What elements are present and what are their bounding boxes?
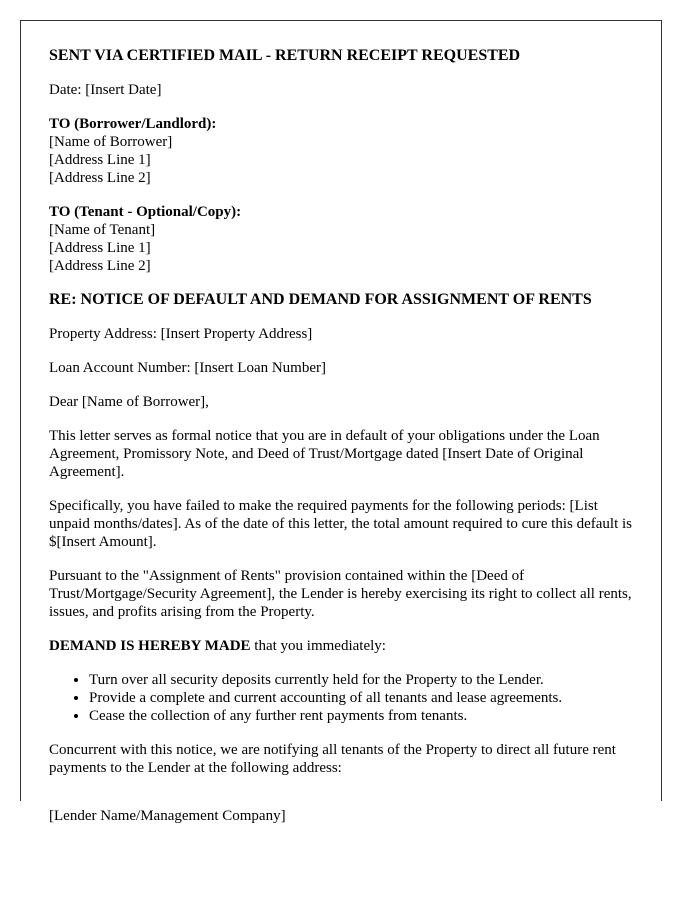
borrower-name: [Name of Borrower] xyxy=(49,134,173,150)
borrower-address-2: [Address Line 2] xyxy=(49,170,151,186)
re-line: RE: NOTICE OF DEFAULT AND DEMAND FOR ASSIGNMENT OF RENTS xyxy=(49,291,592,308)
property-address: Property Address: [Insert Property Address] xyxy=(49,326,313,342)
demand-statement xyxy=(49,637,633,655)
unpaid-amount-paragraph: Specifically, you have failed to make the required payments for the following periods: [List unpaid months/dates]. As of the date of this letter, the total amount required to cure this default is $[Insert Amount]. xyxy=(49,498,633,550)
concurrent-notice-paragraph: Concurrent with this notice, we are notifying all tenants of the Property to direct all future rent payments to the Lender at the following address: xyxy=(49,742,616,776)
sent-via-heading: SENT VIA CERTIFIED MAIL - RETURN RECEIPT REQUESTED xyxy=(49,47,521,64)
borrower-address-1: [Address Line 1] xyxy=(49,152,151,168)
demand-rest: that you immediately: xyxy=(250,638,386,654)
salutation: Dear [Name of Borrower], xyxy=(49,394,209,410)
tenant-address-1: [Address Line 1] xyxy=(49,240,151,256)
to-borrower-label: TO (Borrower/Landlord): xyxy=(49,116,217,132)
to-tenant-block xyxy=(49,203,633,275)
loan-account-number: Loan Account Number: [Insert Loan Number] xyxy=(49,360,326,376)
to-tenant-label: TO (Tenant - Optional/Copy): xyxy=(49,204,242,220)
tenant-name: [Name of Tenant] xyxy=(49,222,156,238)
demand-item: • Provide a complete and current accounting of all tenants and lease agreements. xyxy=(89,689,633,707)
assignment-of-rents-paragraph: Pursuant to the "Assignment of Rents" provision contained within the [Deed of Trust/Mortgage/Security Agreement], the Lender is hereby exercising its right to collect all rents, issues, and profits arising from the Property. xyxy=(49,568,632,620)
lender-name-line: [Lender Name/Management Company] xyxy=(49,808,286,824)
demand-item: • Turn over all security deposits currently held for the Property to the Lender. xyxy=(89,671,633,689)
demand-bold-lead: DEMAND IS HEREBY MADE xyxy=(49,638,251,654)
letter-page xyxy=(20,20,662,824)
to-borrower-block xyxy=(49,115,633,187)
default-notice-paragraph: This letter serves as formal notice that you are in default of your obligations under the Loan Agreement, Promissory Note, and Deed of Trust/Mortgage dated [Insert Date of Original Agreement]. xyxy=(49,428,600,480)
tenant-address-2: [Address Line 2] xyxy=(49,258,151,274)
letter-content xyxy=(21,21,661,825)
demand-item: • Cease the collection of any further rent payments from tenants. xyxy=(89,707,633,725)
date-line: Date: [Insert Date] xyxy=(49,82,162,98)
demand-list xyxy=(49,671,633,725)
